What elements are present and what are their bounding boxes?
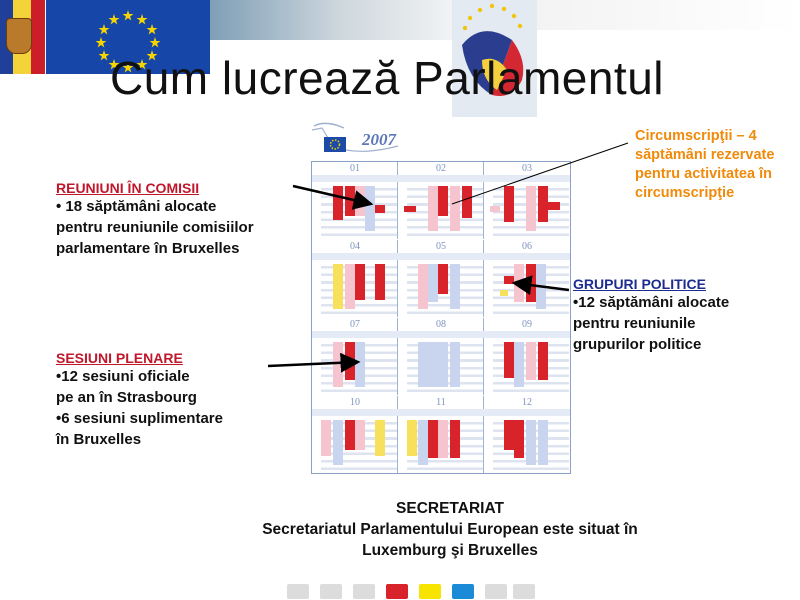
month-name: 11: [436, 397, 446, 408]
calendar-year: 2007: [362, 130, 396, 149]
nav-square[interactable]: [513, 584, 535, 599]
plenare-line: în Bruxelles: [56, 431, 142, 448]
grupuri-heading: GRUPURI POLITICE: [573, 276, 707, 292]
grupuri-line: pentru reuniunile: [573, 315, 696, 332]
circ-line: circumscripţie: [635, 185, 735, 201]
secretariat-line: Secretariatul Parlamentului European este situat în: [262, 521, 638, 538]
section-comisii: [56, 180, 296, 259]
section-secretariat: [200, 498, 700, 561]
comisii-line: • 18 săptămâni alocate: [56, 198, 217, 215]
circ-line: pentru activitatea în: [635, 166, 772, 182]
section-plenare: [56, 350, 286, 450]
month-name: 07: [350, 319, 360, 330]
month-name: 01: [350, 163, 360, 174]
slide-nav: [287, 584, 535, 599]
secretariat-heading: SECRETARIAT: [396, 500, 504, 517]
month-name: 09: [522, 319, 532, 330]
section-circumscriptii: [635, 127, 800, 203]
grupuri-line: grupurilor politice: [573, 336, 702, 353]
grupuri-line: •12 săptămâni alocate: [573, 294, 730, 311]
month-name: 02: [436, 163, 446, 174]
nav-square[interactable]: [485, 584, 507, 599]
nav-square[interactable]: [353, 584, 375, 599]
nav-square-yellow[interactable]: [419, 584, 441, 599]
comisii-line: pentru reuniunile comisiilor: [56, 219, 254, 236]
circ-line: Circumscripţii – 4: [635, 128, 757, 144]
nav-square[interactable]: [287, 584, 309, 599]
nav-square-red[interactable]: [386, 584, 408, 599]
plenare-heading: SESIUNI PLENARE: [56, 350, 183, 366]
plenare-line: •12 sesiuni oficiale: [56, 368, 190, 385]
month-name: 05: [436, 241, 446, 252]
nav-square[interactable]: [320, 584, 342, 599]
plenare-line: pe an în Strasbourg: [56, 389, 197, 406]
comisii-line: parlamentare în Bruxelles: [56, 240, 240, 257]
month-name: 04: [350, 241, 360, 252]
month-name: 08: [436, 319, 446, 330]
month-name: 03: [522, 163, 532, 174]
month-name: 06: [522, 241, 532, 252]
comisii-heading: REUNIUNI ÎN COMISII: [56, 180, 200, 196]
nav-square-blue[interactable]: [452, 584, 474, 599]
circ-line: săptămâni rezervate: [635, 147, 775, 163]
section-grupuri: [573, 276, 798, 355]
plenare-line: •6 sesiuni suplimentare: [56, 410, 223, 427]
month-name: 12: [522, 397, 532, 408]
secretariat-line: Luxemburg şi Bruxelles: [362, 542, 538, 559]
page-title: Cum lucrează Parlamentul: [110, 52, 665, 104]
month-name: 10: [350, 397, 360, 408]
